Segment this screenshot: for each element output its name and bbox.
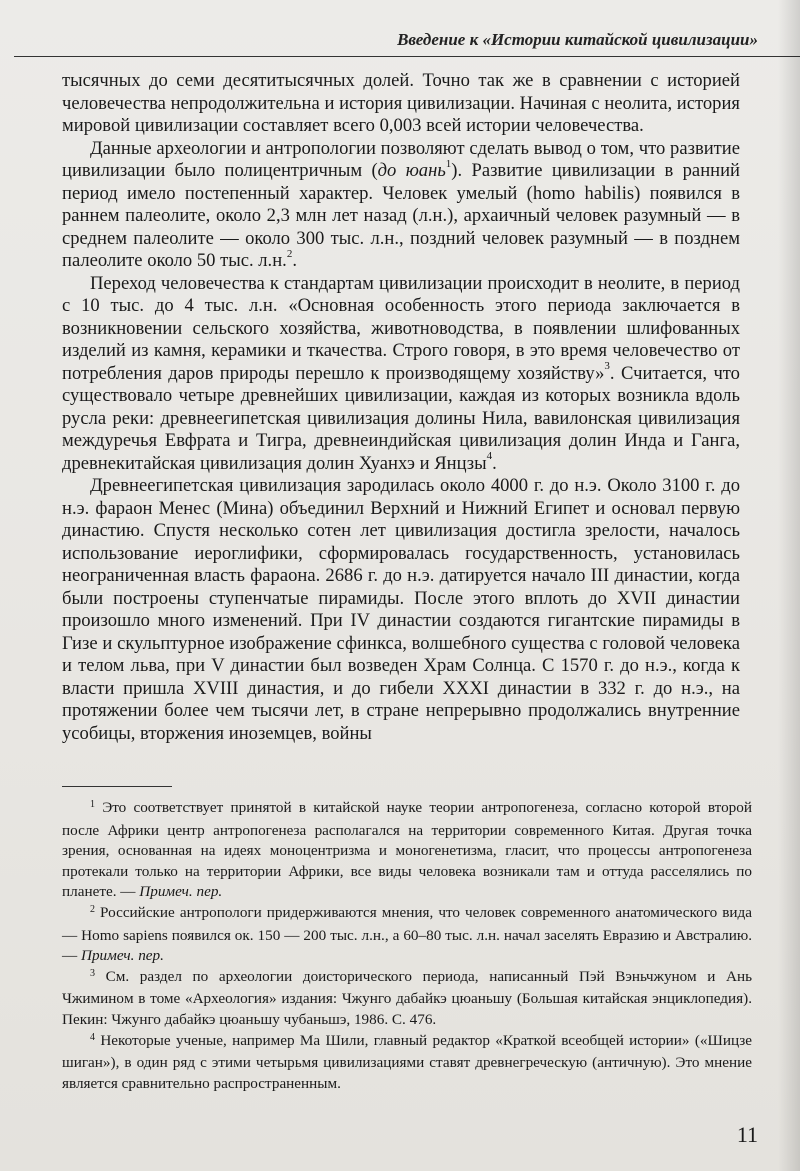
main-text: [62, 70, 740, 745]
paragraph-2-text-b: ). Развитие цивилизации в ранний период имело постепенный характер. Человек умелый (homo habilis) появился в раннем палеолите, около 2,3 млн лет назад (л.н.), архаичный человек разумный — в среднем палеолите — около 300 тыс. л.н., поздний человек разумный — в позднем палеолите около 50 тыс. л.н.: [62, 160, 740, 271]
footnote-3-text: См. раздел по археологии доисторического периода, написанный Пэй Вэньчжуном и Ань Чжиминoм в томе «Археология» издания: Чжунго дабайкэ цюаньшу (Большая китайская энциклопедия). Пекин: Чжунго дабайкэ цюаньшу чубаньшэ, 1986. С. 476.: [62, 967, 752, 1028]
paragraph-3-text-b: . Считается, что существовало четыре древнейших цивилизации, каждая из которых возникла вдоль русла реки: древнеегипетская цивилизация долины Нила, вавилонская цивилизация междуречья Евфрата и Тигра, древнеиндийская цивилизация долин Инда и Ганга, древнекитайская цивилизация долин Хуанхэ и Янцзы: [62, 362, 740, 474]
footnote-3: [62, 967, 752, 1031]
footnote-1: [62, 798, 752, 903]
page-number: 11: [736, 1122, 758, 1147]
running-header: [14, 16, 800, 57]
footnote-4-text: Некоторые ученые, например Ма Шили, главный редактор «Краткой всеобщей истории» («Шицзе шиган»), в один ряд с этими четырьмя цивилизациями ставят древнегреческую (античную). Это мнение является сравнительно распространенным.: [62, 1031, 752, 1092]
paragraph-3-text-c: .: [492, 452, 497, 474]
footnote-ref-3[interactable]: 3: [604, 360, 610, 373]
paragraph-2: [62, 138, 740, 273]
footnote-ref-4[interactable]: 4: [486, 450, 493, 463]
page-edge-shadow: [778, 0, 800, 1171]
footnotes: [62, 798, 752, 1094]
footnote-2: [62, 903, 752, 967]
paragraph-2-italic: до юань: [377, 160, 446, 181]
footnote-4: [62, 1031, 752, 1095]
header-title: Введение к «Истории китайской цивилизации»: [397, 30, 758, 49]
paragraph-3: [62, 273, 740, 476]
paragraph-1: [62, 70, 740, 138]
footnote-4-mark: 4: [90, 1031, 95, 1043]
footnote-1-text: Это соответствует принятой в китайской науке теории антропогенеза, согласно которой второй после Африки центр антропогенеза располагался на территории современного Китая. Другая точка зрения, основанная на идеях моноцентризма и моногенетизма, гласит, что процессы антропогенеза протекали только на территории Африки, все виды человека возникали там и оттуда расселялись по планете. —: [62, 799, 752, 901]
paragraph-4: [62, 475, 740, 745]
footnote-1-note: Примеч. пер.: [139, 883, 223, 901]
footnote-2-text: Российские антропологи придерживаются мнения, что человек современного анатомического вида — Homo sapiens появился ок. 150 — 200 тыс. л.н., а 60–80 тыс. л.н. начал заселять Евразию и Австралию. —: [62, 903, 752, 965]
paragraph-4-text: Древнеегипетская цивилизация зародилась около 4000 г. до н.э. Около 3100 г. до н.э. фараон Менес (Мина) объединил Верхний и Нижний Египет и основал первую династию. Спустя несколько сотен лет цивилизация достигла зрелости, началось использование иероглифики, сформировалась государственность, установилась неограниченная власть фараона. 2686 г. до н.э. датируется начало III династии, когда были построены ступенчатые пирамиды. После этого вплоть до XVII династии произошло много изменений. При IV династии создаются гигантские пирамиды в Гизе и скульптурное изображение сфинкса, волшебного существа с головой человека и телом льва, при V династии был возведен Храм Солнца. С 1570 г. до н.э., когда к власти пришла XVIII династия, и до гибели XXXI династии в 332 г. до н.э., на протяжении более чем тысячи лет, в стране непрерывно продолжались внутренние усобицы, вторжения иноземцев, войны: [62, 475, 740, 744]
footnote-2-note: Примеч. пер.: [80, 947, 164, 965]
footnote-ref-1[interactable]: 1: [445, 157, 452, 170]
paragraph-2-text-a: Данные археологии и антропологии позволяют сделать вывод о том, что развитие цивилизации было полицентричным (: [62, 137, 740, 181]
footnote-separator: [62, 786, 172, 787]
paragraph-3-text-a: Переход человечества к стандартам цивилизации происходит в неолите, в период с 10 тыс. до 4 тыс. л.н. «Основная особенность этого периода заключается в возникновении сельского хозяйства, животноводства, в появлении шлифованных изделий из камня, керамики и ткачества. Строго говоря, в это время человечество от потребления даров природы перешло к производящему хозяйству»: [62, 272, 740, 384]
footnote-3-mark: 3: [90, 967, 95, 979]
footnote-2-mark: 2: [90, 903, 95, 915]
paragraph-2-text-c: .: [292, 250, 297, 271]
footnote-ref-2[interactable]: 2: [286, 247, 293, 260]
footnote-1-mark: 1: [90, 799, 95, 810]
paragraph-1-text: тысячных до семи десятитысячных долей. Точно так же в сравнении с историей человечества непродолжительна и история цивилизации. Начиная с неолита, история мировой цивилизации составляет всего 0,003 всей истории человечества.: [62, 70, 740, 136]
